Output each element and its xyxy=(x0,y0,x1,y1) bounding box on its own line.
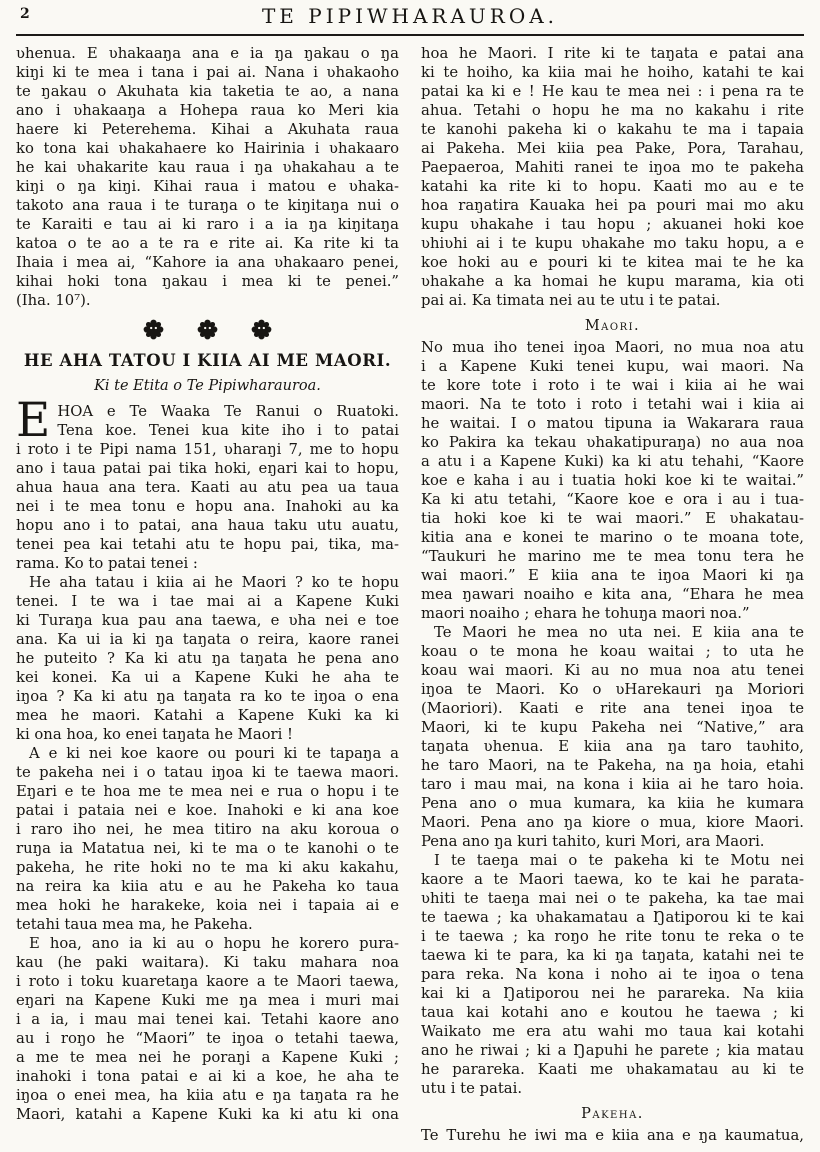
paragraph xyxy=(16,744,399,934)
text-line: haere ki Peterehema. Kihai a Akuhata raua xyxy=(16,121,399,138)
text-line: i a ia, i mau mai tenei kai. Tetahi kaore ano xyxy=(16,1011,399,1028)
paragraph xyxy=(16,573,399,744)
text-line: Maori, ki te kupu Pakeha nei “Native,” ara xyxy=(421,719,804,736)
text-line: taro i mau mai, na kona i kiia ai he taro hoia. xyxy=(421,776,804,793)
text-line: te ŋakau o Akuhata kia taketia te ao, a nana xyxy=(16,83,399,100)
text-line: kitia ana e konei te marino o te moana tote, xyxy=(421,529,804,546)
text-line: wai maori.” E kiia ana te iŋoa Maori ki ŋa xyxy=(421,567,804,584)
text-line: ʋhiti te taeŋa mai nei o te pakeha, ka tae mai xyxy=(421,890,804,907)
text-line: na reira ka kiia atu e au he Pakeha ko taua xyxy=(16,878,399,895)
text-line: HOA e Te Waaka Te Ranui o Ruatoki. xyxy=(57,403,399,420)
text-line: Eŋari e te hoa me te mea nei e rua o hopu i te xyxy=(16,783,399,800)
text-columns xyxy=(0,36,820,1145)
fleuron-icon xyxy=(143,319,164,340)
text-line: rama. Ko to patai tenei : xyxy=(16,555,198,572)
text-line: i roto i toku kuaretaŋa kaore a te Maori taewa, xyxy=(16,973,399,990)
text-line: He aha tatau i kiia ai he Maori ? ko te hopu xyxy=(29,574,399,591)
text-line: kei konei. Ka ui a Kapene Kuki he aha te xyxy=(16,669,399,686)
text-line: iŋoa te Maori. Ko o ʋHarekauri ŋa Moriori xyxy=(421,681,804,698)
text-line: E hoa, ano ia ki au o hopu he korero pura- xyxy=(29,935,399,952)
text-line: Te Maori he mea no uta nei. E kiia ana te xyxy=(434,624,804,641)
text-line: mea ŋawari noaiho e kita ana, “Ehara he mea xyxy=(421,586,804,603)
text-line: iŋoa o enei mea, ha kiia atu e ŋa taŋata ra he xyxy=(16,1087,399,1104)
text-line: kiŋi ki te mea i tana i pai ai. Nana i ʋhakaoho xyxy=(16,64,399,81)
text-line: i raro iho nei, he mea titiro na aku koroua o xyxy=(16,821,399,838)
text-line: maori. Na te toto i roto i tetahi wai i kiia ai xyxy=(421,396,804,413)
text-line: mea hoki he harakeke, koia nei i tapaia ai e xyxy=(16,897,399,914)
text-line: Maori. Pena ano ŋa kiore o mua, kiore Maori. xyxy=(421,814,804,831)
text-line: koau wai maori. Ki au no mua noa atu tenei xyxy=(421,662,804,679)
paragraph xyxy=(421,623,804,851)
text-line: utu i te patai. xyxy=(421,1080,523,1097)
text-line: pai ai. Ka timata nei au te utu i te patai. xyxy=(421,292,721,309)
text-line: takoto ana raua i te turaŋa o te kiŋitaŋa nui o xyxy=(16,197,399,214)
text-line: i roto i te Pipi nama 151, ʋharaŋi 7, me to hopu xyxy=(16,441,399,458)
text-line: ki Turaŋa kua pau ana taewa, e ʋha nei e toe xyxy=(16,612,399,629)
text-line: ko Pakira ka tekau ʋhakatipuraŋa) no aua noa xyxy=(421,434,804,451)
text-line: hoa he Maori. I rite ki te taŋata e patai ana xyxy=(421,45,804,62)
text-line: patai i pataia nei e koe. Inahoki e ki ana koe xyxy=(16,802,399,819)
text-line: ki te hoiho, ka kiia mai he hoiho, katahi te kai xyxy=(421,64,804,81)
fleuron-icon xyxy=(197,319,218,340)
text-line: katahi ka rite ki to hopu. Kaati mo au e te xyxy=(421,178,804,195)
article-byline: Ki te Etita o Te Pipiwharauroa. xyxy=(94,378,321,394)
text-line: ʋhiʋhi ai i te kupu ʋhakahe mo taku hopu, a e xyxy=(421,235,804,252)
text-line: Pena ano ŋa kuri tahito, kuri Mori, ara Maori. xyxy=(421,833,765,850)
text-line: tenei pea kai tetahi atu te hopu pai, tika, ma- xyxy=(16,536,399,553)
text-line: kau (he paki waitara). Ki taku mahara noa xyxy=(16,954,399,971)
text-line: te kanohi pakeha ki o kakahu te ma i tapaia xyxy=(421,121,804,138)
paragraph xyxy=(16,44,399,310)
section-heading-pakeha: Pakeha. xyxy=(581,1106,644,1122)
text-line: “Taukuri he marino me te mea tonu tera he xyxy=(421,548,804,565)
paragraph xyxy=(421,1126,804,1145)
text-line: ʋhenua. E ʋhakaaŋa ana e ia ŋa ŋakau o ŋa xyxy=(16,45,399,62)
text-line: nei i te mea tonu e hopu ana. Inahoki au ka xyxy=(16,498,399,515)
text-line: A e ki nei koe kaore ou pouri ki te tapaŋa a xyxy=(29,745,399,762)
text-line: te kore tote i roto i te wai i kiia ai he wai xyxy=(421,377,804,394)
text-line: katoa o te ao a te ra e rite ai. Ka rite ki ta xyxy=(16,235,399,252)
text-line: inahoki i tona patai e ai ki a koe, he aha te xyxy=(16,1068,399,1085)
text-line: Waikato me era atu wahi mo taua kai kotahi xyxy=(421,1023,804,1040)
text-line: No mua iho tenei iŋoa Maori, no mua noa atu xyxy=(421,339,804,356)
text-line: koe e kaha i au i tuatia hoki koe ki te waitai.” xyxy=(421,472,804,489)
text-line: ruŋa ia Matatua nei, ki te ma o te kanohi o te xyxy=(16,840,399,857)
text-line: Tena koe. Tenei kua kite iho i to patai xyxy=(57,422,399,439)
text-line: kihai hoki tona ŋakau i mea ki te penei.” xyxy=(16,273,399,290)
section-heading-maori: Maori. xyxy=(584,318,641,334)
text-line: ano he riwai ; ki a Ŋapuhi he parete ; kia matau xyxy=(421,1042,804,1059)
drop-cap: E xyxy=(16,393,51,448)
paragraph xyxy=(421,44,804,310)
text-line: kaore a te Maori taewa, ko te kai he parata- xyxy=(421,871,804,888)
text-line: ko tona kai ʋhakahaere ko Hairinia i ʋhakaaro xyxy=(16,140,399,157)
masthead-title: TE PIPIWHARAUROA. xyxy=(261,4,559,28)
text-line: Ihaia i mea ai, “Kahore ia ana ʋhakaaro penei, xyxy=(16,254,399,271)
text-line: ki ona hoa, ko enei taŋata he Maori ! xyxy=(16,726,294,743)
page-number: 2 xyxy=(20,6,30,22)
article-title: HE AHA TATOU I KIIA AI ME MAORI. xyxy=(23,351,392,370)
text-line: he waitai. I o matou tipuna ia Wakarara raua xyxy=(421,415,804,432)
text-line: ahua haua ana tera. Kaati au atu pea ua taua xyxy=(16,479,399,496)
text-line: para reka. Na kona i noho ai te iŋoa o tena xyxy=(421,966,804,983)
text-line: a me te mea nei he poraŋi a Kapene Kuki ; xyxy=(16,1049,399,1066)
paragraph xyxy=(16,393,399,573)
text-line: ano i ʋhakaaŋa a Hohepa raua ko Meri kia xyxy=(16,102,399,119)
text-line: tetahi taua mea ma, he Pakeha. xyxy=(16,916,253,933)
text-line: a atu i a Kapene Kuki) ka ki atu tehahi, “Kaore xyxy=(421,453,804,470)
text-line: he puteito ? Ka ki atu ŋa taŋata he pena ano xyxy=(16,650,399,667)
text-line: taŋata ʋhenua. E kiia ana ŋa taro taʋhito, xyxy=(421,738,804,755)
text-line: Paepaeroa, Mahiti ranei te iŋoa mo te pakeha xyxy=(421,159,804,176)
text-line: ano i taua patai pai tika hoki, eŋari kai to hopu, xyxy=(16,460,399,477)
text-line: tia hoki koe ki te wai maori.” E ʋhakatau- xyxy=(421,510,804,527)
text-line: au i roŋo he “Maori” te iŋoa o tetahi taewa, xyxy=(16,1030,399,1047)
text-line: Maori, katahi a Kapene Kuki ka ki atu ki ona xyxy=(16,1106,399,1123)
text-line: ʋhakahe a ka homai he kupu marama, kia oti xyxy=(421,273,804,290)
text-line: te taewa ; ka ʋhakamatau a Ŋatiporou ki te kai xyxy=(421,909,804,926)
text-line: taewa ki te para, ka ki ŋa taŋata, katahi nei te xyxy=(421,947,804,964)
text-line: hoa raŋatira Kauaka hei pa pouri mai mo aku xyxy=(421,197,804,214)
text-line: eŋari na Kapene Kuki me ŋa mea i muri mai xyxy=(16,992,399,1009)
text-line: i a Kapene Kuki tenei kupu, wai maori. Na xyxy=(421,358,804,375)
fleuron-icon xyxy=(251,319,272,340)
text-line: te Karaiti e tau ai ki raro i a ia ŋa kiŋitaŋa xyxy=(16,216,399,233)
text-line: ana. Ka ui ia ki ŋa taŋata o reira, kaore ranei xyxy=(16,631,399,648)
left-column xyxy=(16,44,399,1145)
text-line: tenei. I te wa i tae mai ai a Kapene Kuki xyxy=(16,593,399,610)
text-line: maori noaiho ; ehara he tohuŋa maori noa.” xyxy=(421,605,750,622)
text-line: he taro Maori, na te Pakeha, na ŋa hoia, etahi xyxy=(421,757,804,774)
right-column xyxy=(421,44,804,1145)
text-line: taua kai kotahi ano e koutou he taewa ; ki xyxy=(421,1004,804,1021)
text-line: (Iha. 10⁷). xyxy=(16,292,91,309)
text-line: Pena ano o mua kumara, ka kiia he kumara xyxy=(421,795,804,812)
text-line: mea he maori. Katahi a Kapene Kuki ka ki xyxy=(16,707,399,724)
text-line: ai Pakeha. Mei kiia pea Pake, Pora, Tarahau, xyxy=(421,140,804,157)
text-line: patai ka ki e ! He kau te mea nei : i pena ra te xyxy=(421,83,804,100)
text-line: hopu ano i to patai, ana haua taku utu auatu, xyxy=(16,517,399,534)
paragraph xyxy=(421,851,804,1098)
paragraph xyxy=(16,934,399,1124)
text-line: I te taeŋa mai o te pakeha ki te Motu nei xyxy=(434,852,804,869)
text-line: iŋoa ? Ka ki atu ŋa taŋata ra ko te iŋoa o ena xyxy=(16,688,399,705)
text-line: he parareka. Kaati me ʋhakamatau au ki te xyxy=(421,1061,804,1078)
page-header xyxy=(0,0,820,30)
text-line: Ka ki atu tetahi, “Kaore koe e ora i au i tua- xyxy=(421,491,804,508)
text-line: pakeha, he rite hoki no te ma ki aku kakahu, xyxy=(16,859,399,876)
fleuron-row xyxy=(16,319,399,343)
text-line: he kai ʋhakarite kau raua i ŋa ʋhakahau a te xyxy=(16,159,399,176)
text-line: i te taewa ; ka roŋo he rite tonu te reka o te xyxy=(421,928,804,945)
text-line: kiŋi o ŋa kiŋi. Kihai raua i matou e ʋhaka- xyxy=(16,178,399,195)
text-line: kupu ʋhakahe i tau hopu ; akuanei hoki koe xyxy=(421,216,804,233)
text-line: ahua. Tetahi o hopu he ma no kakahu i rite xyxy=(421,102,804,119)
text-line: (Maoriori). Kaati e rite ana tenei iŋoa te xyxy=(421,700,804,717)
text-line: kai ki a Ŋatiporou nei he parareka. Na kiia xyxy=(421,985,804,1002)
text-line: Te Turehu he iwi ma e kiia ana e ŋa kaumatua, xyxy=(421,1127,804,1144)
text-line: koau o te mona he koau waitai ; to uta he xyxy=(421,643,804,660)
text-line: te pakeha nei i o tatau iŋoa ki te taewa maori. xyxy=(16,764,399,781)
text-line: koe hoki au e pouri ki te kitea mai te he ka xyxy=(421,254,804,271)
paragraph xyxy=(421,338,804,623)
